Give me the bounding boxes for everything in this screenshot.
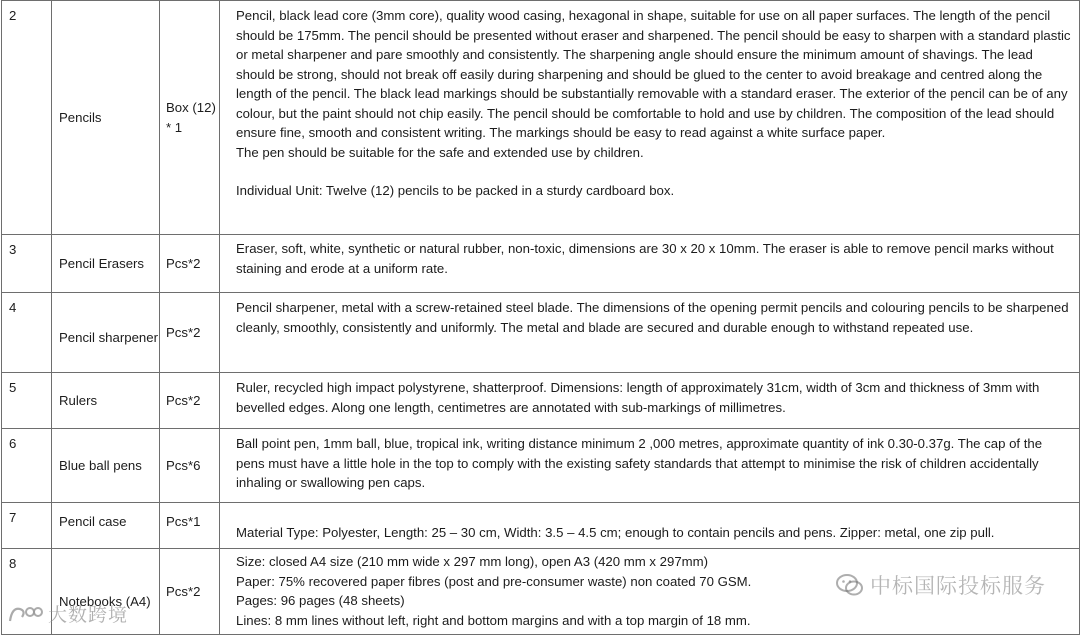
table-row: [2, 373, 1080, 429]
item-description: Pencil sharpener, metal with a screw-retained steel blade. The dimensions of the opening permit pencils and colouring pencils to be sharpened cleanly, smoothly, consistently and uniformly. The metal and blade are secured and durable enough to withstand repeated use.: [220, 293, 1080, 373]
table-row: [2, 235, 1080, 293]
table-row: [2, 1, 1080, 235]
item-name: Pencil Erasers: [52, 235, 160, 293]
description-line: Pages: 96 pages (48 sheets): [236, 593, 405, 608]
item-name: Pencil sharpener: [52, 293, 160, 373]
item-number: 6: [2, 429, 52, 503]
specification-table: [1, 0, 1080, 635]
description-paragraph: Individual Unit: Twelve (12) pencils to be packed in a sturdy cardboard box.: [236, 183, 675, 198]
logo-icon: [8, 603, 44, 625]
item-quantity: Pcs*6: [160, 429, 220, 503]
item-name: Notebooks (A4): [52, 549, 160, 635]
item-description: Eraser, soft, white, synthetic or natural rubber, non-toxic, dimensions are 30 x 20 x 10mm. The eraser is able to remove pencil marks without staining and erode at a uniform rate.: [220, 235, 1080, 293]
table-row: [2, 503, 1080, 549]
item-number: 4: [2, 293, 52, 373]
item-quantity: Box (12) * 1: [160, 1, 220, 235]
item-description: [220, 1, 1080, 235]
item-quantity: Pcs*2: [160, 235, 220, 293]
item-name: Blue ball pens: [52, 429, 160, 503]
watermark-text: 大数跨境: [48, 604, 129, 626]
item-quantity: Pcs*2: [160, 373, 220, 429]
item-quantity: Pcs*2: [160, 549, 220, 635]
table-row: [2, 429, 1080, 503]
item-name: Pencil case: [52, 503, 160, 549]
wechat-icon: [836, 573, 864, 597]
item-quantity: Pcs*1: [160, 503, 220, 549]
description-paragraph: The pen should be suitable for the safe and extended use by children.: [236, 144, 644, 160]
description-line: Paper: 75% recovered paper fibres (post and pre-consumer waste) non coated 70 GSM.: [236, 573, 752, 589]
item-number: 7: [2, 503, 52, 549]
item-description: Ruler, recycled high impact polystyrene, shatterproof. Dimensions: length of approximately 31cm, width of 3cm and thickness of 3mm with bevelled edges. Along one length, centimetres are annotated with sub-markings of millimetres.: [220, 373, 1080, 429]
description-paragraph: Pencil, black lead core (3mm core), quality wood casing, hexagonal in shape, suitable for use on all paper surfaces. The length of the pencil should be 175mm. The pencil should be presented without eraser and sharpened. The pencil should be easy to sharpen with a standard plastic or metal sharpener and pare smoothly and consistently. The sharpening angle should ensure the minimum amount of shavings. The lead should be strong, should not break off easily during sharpening and should be glued to the center to avoid breakage and centred along the length of the pencil. The black lead markings should be substantially removable with a standard eraser. The exterior of the pencil can be of any colour, but the paint should not chip easily. The pencil should be comfortable to hold and use by children. The composition of the lead should ensure fine, smooth and consistent writing. The markings should be easy to read against a white surface paper.: [236, 8, 1071, 140]
item-quantity: Pcs*2: [160, 293, 220, 373]
watermark-right: [836, 570, 1046, 600]
item-number: 5: [2, 373, 52, 429]
item-description: Ball point pen, 1mm ball, blue, tropical ink, writing distance minimum 2 ,000 metres, approximate quantity of ink 0.30-0.37g. The cap of the pens must have a little hole in the top to comply with the existing safety standards that attempt to minimise the risk of children accidentally inhaling or swallowing pen caps.: [220, 429, 1080, 503]
description-line: Size: closed A4 size (210 mm wide x 297 mm long), open A3 (420 mm x 297mm): [236, 554, 709, 569]
item-name: Rulers: [52, 373, 160, 429]
item-description: Material Type: Polyester, Length: 25 – 30 cm, Width: 3.5 – 4.5 cm; enough to contain pencils and pens. Zipper: metal, one zip pull.: [220, 503, 1080, 549]
item-number: 8: [2, 549, 52, 635]
watermark-text: 中标国际投标服务: [870, 574, 1046, 598]
description-line: Lines: 8 mm lines without left, right and bottom margins and with a top margin of 18 mm.: [236, 612, 751, 628]
item-number: 3: [2, 235, 52, 293]
table-row: [2, 293, 1080, 373]
watermark-left: [8, 600, 128, 627]
item-name: Pencils: [52, 1, 160, 235]
item-number: 2: [2, 1, 52, 235]
